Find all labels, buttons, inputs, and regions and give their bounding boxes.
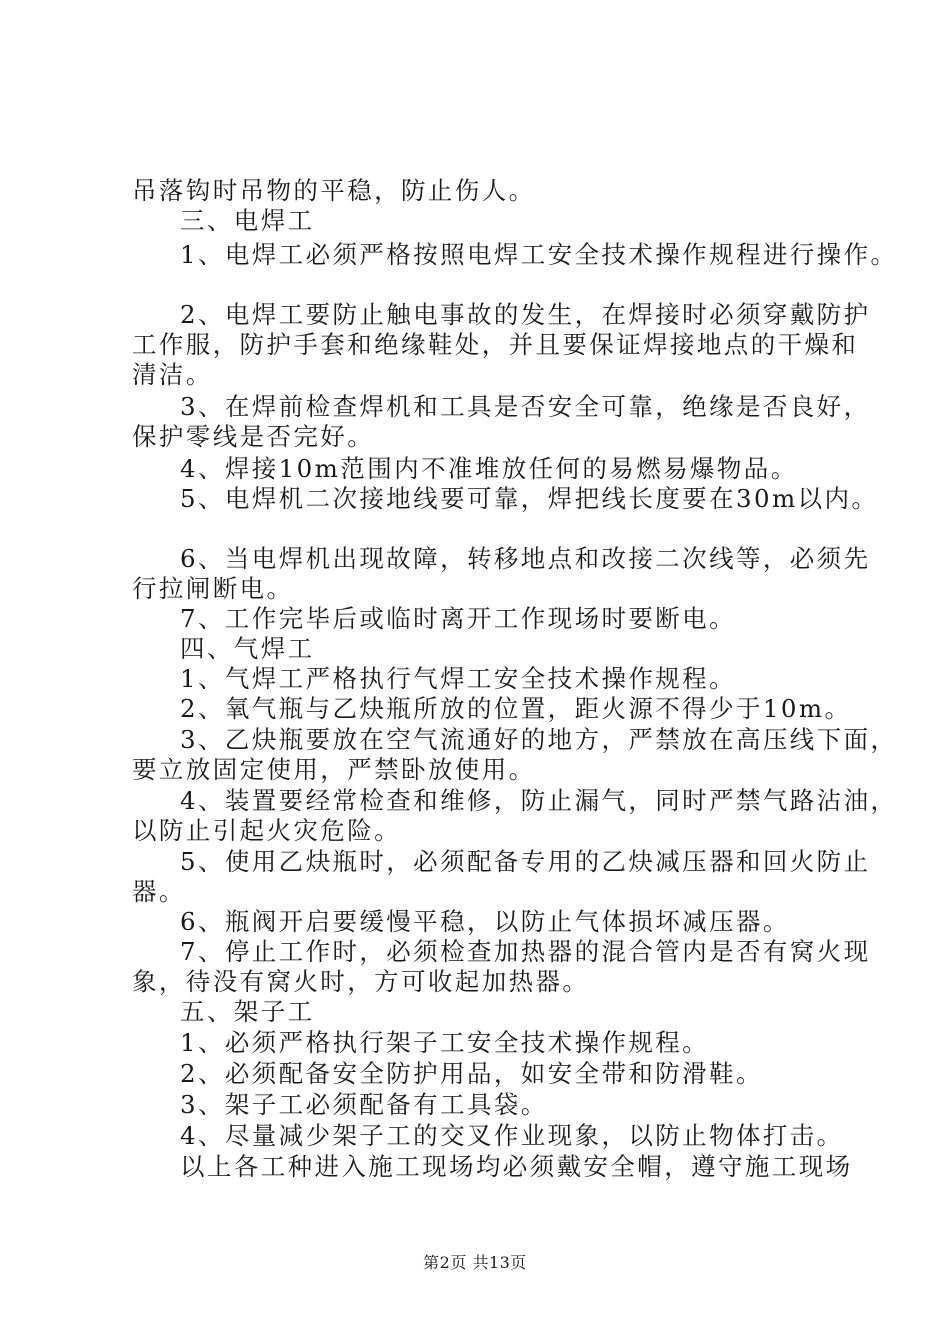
text-line: 器。 — [132, 877, 186, 906]
text-line: 3、架子工必须配备有工具袋。 — [180, 1090, 548, 1119]
text-line: 1、电焊工必须严格按照电焊工安全技术操作规程进行操作。 — [180, 240, 898, 269]
text-line: 4、装置要经常检查和维修，防止漏气，同时严禁气路沾油， — [180, 786, 898, 815]
text-line: 6、当电焊机出现故障，转移地点和改接二次线等，必须先 — [180, 544, 871, 573]
text-line: 2、电焊工要防止触电事故的发生，在焊接时必须穿戴防护 — [180, 300, 871, 329]
text-line: 4、尽量减少架子工的交叉作业现象，以防止物体打击。 — [180, 1121, 844, 1150]
text-line: 行拉闸断电。 — [132, 574, 294, 603]
page-number-footer: 第2页 共13页 — [423, 1253, 527, 1272]
text-line: 以防止引起火灾危险。 — [132, 816, 401, 845]
text-line: 1、必须严格执行架子工安全技术操作规程。 — [180, 1028, 710, 1057]
text-line: 3、乙炔瓶要放在空气流通好的地方，严禁放在高压线下面， — [180, 725, 898, 754]
text-line: 工作服，防护手套和绝缘鞋处，并且要保证焊接地点的干燥和 — [132, 330, 859, 359]
section-heading: 三、电焊工 — [180, 206, 315, 235]
text-line: 2、氧气瓶与乙炔瓶所放的位置，距火源不得少于10m。 — [180, 694, 852, 723]
text-line: 1、气焊工严格执行气焊工安全技术操作规程。 — [180, 664, 736, 693]
text-line: 7、工作完毕后或临时离开工作现场时要断电。 — [180, 604, 736, 633]
text-line: 2、必须配备安全防护用品，如安全带和防滑鞋。 — [180, 1059, 763, 1088]
section-heading: 四、气焊工 — [180, 634, 315, 663]
text-line: 5、使用乙炔瓶时，必须配备专用的乙炔减压器和回火防止 — [180, 847, 871, 876]
text-line: 6、瓶阀开启要缓慢平稳，以防止气体损坏减压器。 — [180, 907, 790, 936]
text-line: 3、在焊前检查焊机和工具是否安全可靠，绝缘是否良好， — [180, 392, 871, 421]
text-line: 象，待没有窝火时，方可收起加热器。 — [132, 967, 590, 996]
text-line: 4、焊接10m范围内不准堆放任何的易燃易爆物品。 — [180, 454, 798, 483]
section-heading: 五、架子工 — [180, 997, 315, 1026]
text-line: 以上各工种进入施工现场均必须戴安全帽，遵守施工现场 — [180, 1152, 853, 1181]
text-line: 吊落钩时吊物的平稳，防止伤人。 — [132, 176, 536, 205]
text-line: 5、电焊机二次接地线要可靠，焊把线长度要在30m以内。 — [180, 484, 879, 513]
text-line: 保护零线是否完好。 — [132, 422, 375, 451]
text-line: 要立放固定使用，严禁卧放使用。 — [132, 755, 536, 784]
text-line: 清洁。 — [132, 360, 213, 389]
text-line: 7、停止工作时，必须检查加热器的混合管内是否有窝火现 — [180, 937, 871, 966]
